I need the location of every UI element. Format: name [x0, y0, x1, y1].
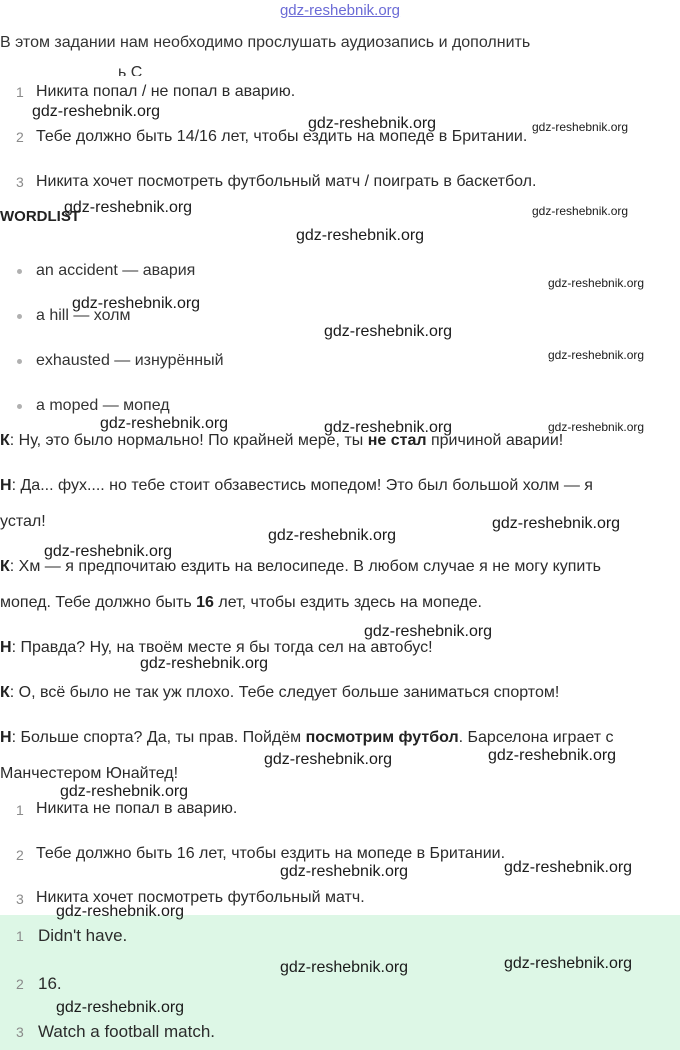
- watermark: gdz-reshebnik.org: [280, 863, 409, 880]
- dialogue-text: : Больше спорта? Да, ты прав. Пойдём: [11, 729, 306, 746]
- watermark: gdz-reshebnik.org: [548, 348, 645, 362]
- watermark: gdz-reshebnik.org: [504, 859, 633, 876]
- question-text: Никита хочет посмотреть футбольный матч / поиграть в баскетбол.: [36, 173, 537, 190]
- dialogue-line: [0, 477, 593, 495]
- watermark: gdz-reshebnik.org: [488, 747, 617, 764]
- speaker-label: К: [0, 432, 10, 449]
- watermark: gdz-reshebnik.org: [532, 204, 629, 218]
- speaker-label: Н: [0, 477, 12, 494]
- completed-number: 3: [16, 891, 24, 907]
- question-number: 2: [16, 129, 24, 145]
- dialogue-line-continued: [0, 594, 482, 612]
- question-number: 1: [16, 84, 24, 100]
- dialogue-text: мопед. Тебе должно быть: [0, 594, 197, 611]
- completed-number: 1: [16, 802, 24, 818]
- watermark: gdz-reshebnik.org: [60, 783, 189, 800]
- completed-text: Тебе должно быть 16 лет, чтобы ездить на мопеде в Британии.: [36, 845, 506, 862]
- dialogue-line-continued: устал!: [0, 513, 46, 530]
- watermark: gdz-reshebnik.org: [504, 955, 633, 972]
- dialogue-text: : Хм — я предпочитаю ездить на велосипеде. В любом случае я не могу купить: [9, 558, 602, 575]
- watermark: gdz-reshebnik.org: [324, 419, 453, 436]
- watermark: gdz-reshebnik.org: [548, 276, 645, 290]
- completed-text: Никита не попал в аварию.: [36, 800, 238, 817]
- question-number: 3: [16, 174, 24, 190]
- completed-text: Никита хочет посмотреть футбольный матч.: [36, 889, 365, 906]
- watermark: gdz-reshebnik.org: [44, 543, 173, 560]
- answer-text: Didn't have.: [38, 926, 128, 945]
- dialogue-text: : О, всё было не так уж плохо. Тебе следует больше заниматься спортом!: [9, 684, 560, 701]
- watermark: gdz-reshebnik.org: [548, 420, 645, 434]
- watermark: gdz-reshebnik.org: [64, 199, 193, 216]
- wordlist-item: exhausted — изнурённый: [36, 352, 224, 369]
- answer-number: 1: [16, 928, 24, 944]
- watermark: gdz-reshebnik.org: [280, 959, 409, 976]
- dialogue-text: причиной аварии!: [426, 432, 564, 449]
- answer-number: 2: [16, 976, 24, 992]
- wordlist-item: a hill — холм: [36, 307, 131, 324]
- watermark: gdz-reshebnik.org: [56, 903, 185, 920]
- dialogue-highlight: посмотрим футбол: [305, 729, 459, 746]
- intro-clipped-line: ь С: [118, 64, 143, 76]
- question-text: Никита попал / не попал в аварию.: [36, 83, 296, 100]
- answer-text: 16.: [38, 974, 62, 993]
- dialogue-text: : Да... фух.... но тебе стоит обзавестись мопедом! Это был большой холм — я: [11, 477, 593, 494]
- completed-number: 2: [16, 847, 24, 863]
- watermark: gdz-reshebnik.org: [324, 323, 453, 340]
- watermark: gdz-reshebnik.org: [264, 751, 393, 768]
- watermark: gdz-reshebnik.org: [100, 415, 229, 432]
- watermark: gdz-reshebnik.org: [492, 515, 621, 532]
- bullet-icon: [17, 314, 22, 319]
- watermark: gdz-reshebnik.org: [532, 120, 629, 134]
- bullet-icon: [17, 359, 22, 364]
- dialogue-line: [0, 729, 613, 747]
- dialogue-text: . Барселона играет с: [458, 729, 614, 746]
- answer-panel: [0, 915, 680, 1050]
- watermark: gdz-reshebnik.org: [296, 227, 425, 244]
- speaker-label: К: [0, 558, 10, 575]
- speaker-label: К: [0, 684, 10, 701]
- watermark: gdz-reshebnik.org: [308, 115, 437, 132]
- bullet-icon: [17, 404, 22, 409]
- dialogue-text: : Правда? Ну, на твоём месте я бы тогда сел на автобус!: [11, 639, 433, 656]
- dialogue-line: [0, 432, 563, 450]
- dialogue-text: : Ну, это было нормально! По крайней мере, ты: [9, 432, 368, 449]
- speaker-label: Н: [0, 639, 12, 656]
- wordlist-item: a moped — мопед: [36, 397, 170, 414]
- watermark: gdz-reshebnik.org: [140, 655, 269, 672]
- dialogue-highlight: не стал: [367, 432, 427, 449]
- answer-text: Watch a football match.: [38, 1022, 216, 1041]
- watermark: gdz-reshebnik.org: [72, 295, 201, 312]
- question-text: Тебе должно быть 14/16 лет, чтобы ездить на мопеде в Британии.: [36, 128, 528, 145]
- watermark: gdz-reshebnik.org: [32, 103, 161, 120]
- intro-text: В этом задании нам необходимо прослушать аудиозапись и дополнить: [0, 34, 531, 51]
- dialogue-line: [0, 684, 559, 702]
- dialogue-highlight: 16: [196, 594, 214, 611]
- top-watermark-link[interactable]: gdz-reshebnik.org: [279, 2, 401, 19]
- watermark: gdz-reshebnik.org: [56, 999, 185, 1016]
- answer-number: 3: [16, 1024, 24, 1040]
- dialogue-text: лет, чтобы ездить здесь на мопеде.: [213, 594, 482, 611]
- wordlist-heading: WORDLIST: [0, 208, 80, 225]
- bullet-icon: [17, 269, 22, 274]
- dialogue-line-continued: Манчестером Юнайтед!: [0, 765, 179, 782]
- wordlist-item: an accident — авария: [36, 262, 196, 279]
- watermark: gdz-reshebnik.org: [364, 623, 493, 640]
- speaker-label: Н: [0, 729, 12, 746]
- watermark: gdz-reshebnik.org: [268, 527, 397, 544]
